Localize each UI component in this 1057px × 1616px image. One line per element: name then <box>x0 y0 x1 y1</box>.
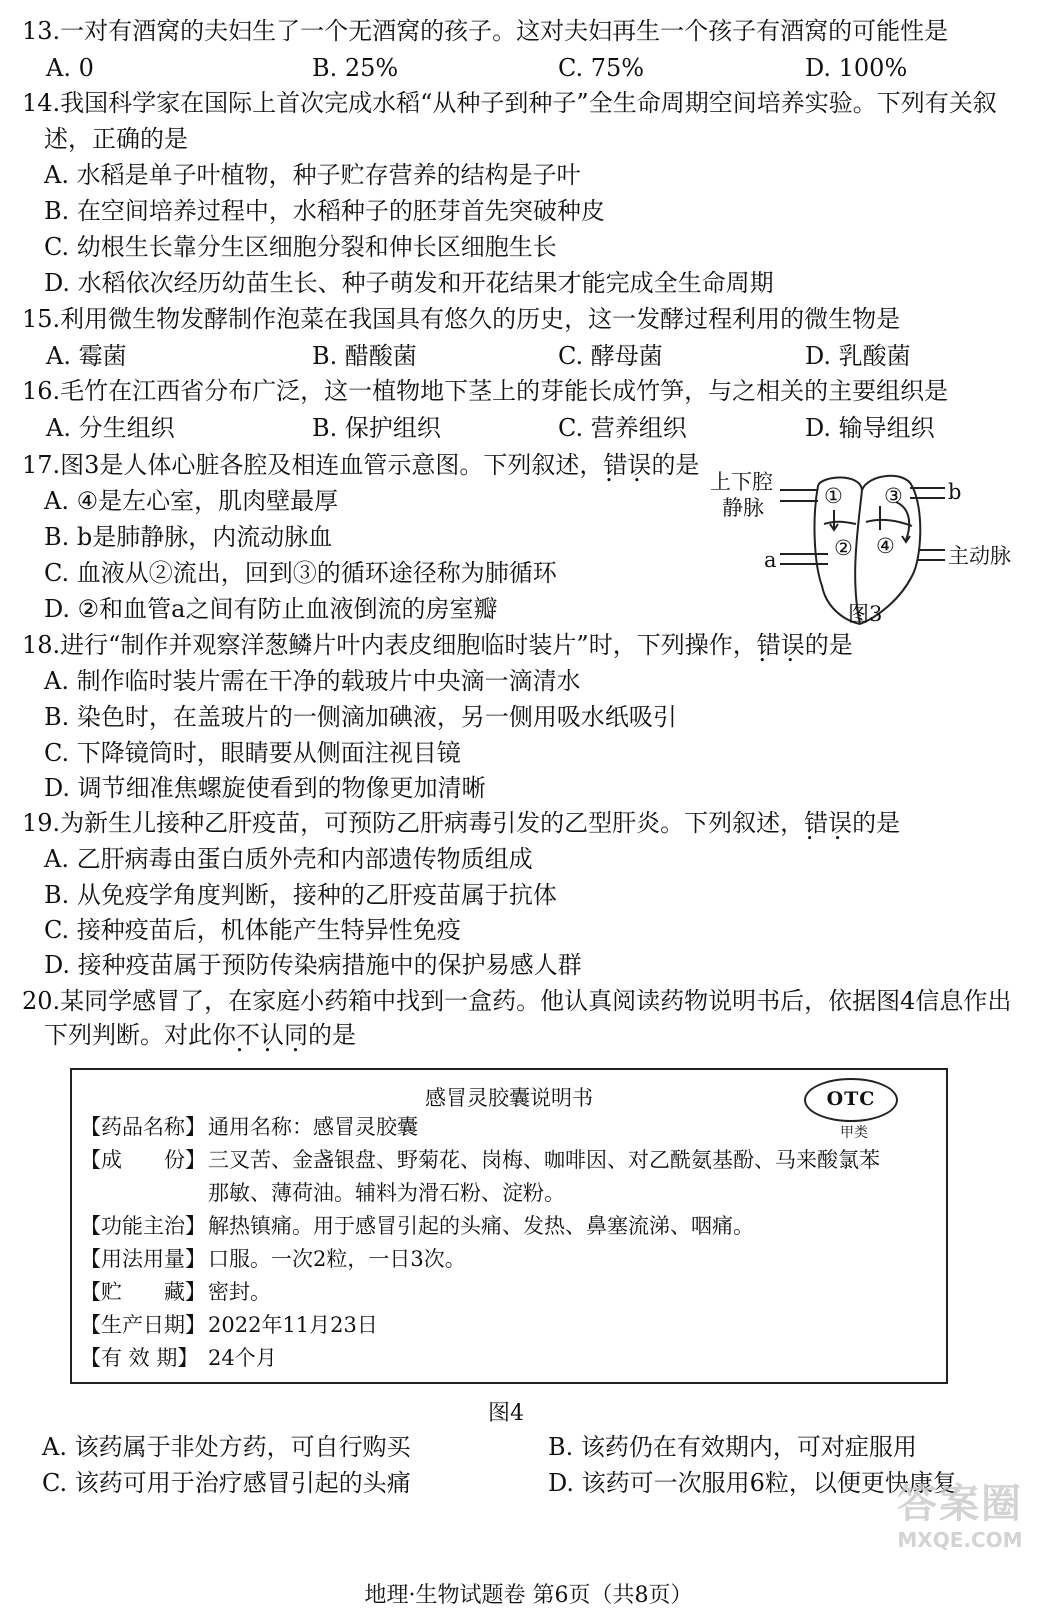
q20-option-d: D. 该药可一次服用6粒，以便更快康复 <box>548 1469 957 1497</box>
chamber-3: ③ <box>884 484 903 508</box>
q20-option-c: C. 该药可用于治疗感冒引起的头痛 <box>42 1469 411 1497</box>
q15-stem: 15.利用微生物发酵制作泡菜在我国具有悠久的历史，这一发酵过程利用的微生物是 <box>22 305 901 333</box>
q17-option-c: C. 血液从②流出，回到③的循环途径称为肺循环 <box>44 559 557 587</box>
q16-option-d: D. 输导组织 <box>805 414 935 442</box>
q19-stem-text: 19.为新生儿接种乙肝疫苗，可预防乙肝病毒引发的乙型肝炎。下列叙述， <box>22 809 805 837</box>
leaflet-row-ingredients <box>80 1145 880 1175</box>
q14-option-d: D. 水稻依次经历幼苗生长、种子萌发和开花结果才能完成全生命周期 <box>44 269 774 297</box>
q15-option-c: C. 酵母菌 <box>558 342 663 370</box>
q18-option-a: A. 制作临时装片需在干净的载玻片中央滴一滴清水 <box>44 667 581 695</box>
leaflet-value: 密封。 <box>208 1280 271 1304</box>
q17-stem-emphasis: 错误 • • <box>603 450 651 480</box>
q14-option-a: A. 水稻是单子叶植物，种子贮存营养的结构是子叶 <box>44 161 581 189</box>
page-footer: 地理·生物试题卷 第6页（共8页） <box>364 1583 693 1608</box>
leaflet-row-ingredients-cont <box>80 1178 565 1208</box>
q13-option-b: B. 25% <box>312 54 399 82</box>
otc-badge: OTC <box>804 1078 898 1122</box>
leaflet-value: 口服。一次2粒，一日3次。 <box>208 1247 466 1271</box>
leaflet-key: 【用法用量】 <box>80 1247 206 1271</box>
leaflet-value: 解热镇痛。用于感冒引起的头痛、发热、鼻塞流涕、咽痛。 <box>208 1214 754 1238</box>
watermark-line1: 答案圈 <box>897 1481 1023 1527</box>
leaflet-value: 通用名称：感冒灵胶囊 <box>208 1115 418 1139</box>
q18-option-c: C. 下降镜筒时，眼睛要从侧面注视目镜 <box>44 739 461 767</box>
label-vena-cava-line2: 静脉 <box>722 496 764 520</box>
q13-stem: 13.一对有酒窝的夫妇生了一个无酒窝的孩子。这对夫妇再生一个孩子有酒窝的可能性是 <box>22 17 949 45</box>
q17-option-b: B. b是肺静脉，内流动脉血 <box>44 523 333 551</box>
q16-option-b: B. 保护组织 <box>312 414 441 442</box>
leaflet-key: 【药品名称】 <box>80 1115 206 1139</box>
q19-stem-tail: 的是 <box>852 809 901 837</box>
leaflet-row-name <box>80 1112 418 1142</box>
leaflet-key: 【贮 藏】 <box>80 1280 206 1304</box>
leaflet-value: 2022年11月23日 <box>208 1313 378 1337</box>
label-vessel-a: a <box>764 548 777 572</box>
leaflet-key: 【生产日期】 <box>80 1313 206 1337</box>
q19-option-b: B. 从免疫学角度判断，接种的乙肝疫苗属于抗体 <box>44 881 557 909</box>
leaflet-row-dosage <box>80 1244 466 1274</box>
q18-stem-tail: 的是 <box>804 631 853 659</box>
leaflet-value: 三叉苦、金盏银盘、野菊花、岗梅、咖啡因、对乙酰氨基酚、马来酸氯苯 <box>208 1148 880 1172</box>
q19-stem <box>22 808 900 838</box>
leaflet-title: 感冒灵胶囊说明书 <box>425 1086 593 1110</box>
q18-stem-emphasis: 错误 • • <box>757 630 805 660</box>
q16-option-a: A. 分生组织 <box>46 414 175 442</box>
q18-option-d: D. 调节细准焦螺旋使看到的物像更加清晰 <box>44 774 486 802</box>
q13-option-d: D. 100% <box>805 54 908 82</box>
medicine-leaflet <box>70 1068 948 1384</box>
leaflet-row-indications <box>80 1211 754 1241</box>
q14-stem-line2: 述，正确的是 <box>44 125 188 153</box>
leaflet-key: 【成 份】 <box>80 1148 206 1172</box>
leaflet-row-production-date <box>80 1310 378 1340</box>
q16-stem: 16.毛竹在江西省分布广泛，这一植物地下茎上的芽能长成竹笋，与之相关的主要组织是 <box>22 377 949 405</box>
q17-option-d: D. ②和血管a之间有防止血液倒流的房室瓣 <box>44 595 498 623</box>
q17-stem <box>22 450 699 480</box>
q15-option-a: A. 霉菌 <box>46 342 127 370</box>
leaflet-row-validity <box>80 1343 277 1373</box>
q20-stem-text: 下列判断。对此你 <box>44 1021 236 1049</box>
label-vena-cava-line1: 上下腔 <box>710 470 773 494</box>
leaflet-key: 【功能主治】 <box>80 1214 206 1238</box>
q18-stem-text: 18.进行“制作并观察洋葱鳞片叶内表皮细胞临时装片”时，下列操作， <box>22 631 757 659</box>
q18-stem <box>22 630 853 660</box>
q19-stem-emphasis: 错误 • • <box>804 808 852 838</box>
q17-option-a: A. ④是左心室，肌肉壁最厚 <box>44 487 339 515</box>
leaflet-key: 【有 效 期】 <box>80 1346 199 1370</box>
otc-class: 甲类 <box>840 1125 868 1141</box>
heart-diagram <box>700 468 1040 638</box>
leaflet-value: 那敏、薄荷油。辅料为滑石粉、淀粉。 <box>208 1181 565 1205</box>
leaflet-row-storage <box>80 1277 271 1307</box>
q20-option-a: A. 该药属于非处方药，可自行购买 <box>42 1433 411 1461</box>
label-aorta: 主动脉 <box>948 544 1011 568</box>
q19-option-c: C. 接种疫苗后，机体能产生特异性免疫 <box>44 916 461 944</box>
label-vessel-b: b <box>948 480 962 504</box>
q17-stem-text: 17.图3是人体心脏各腔及相连血管示意图。下列叙述， <box>22 451 604 479</box>
watermark-line2: MXQE.COM <box>897 1528 1023 1552</box>
q20-stem-line2 <box>44 1020 356 1050</box>
q20-stem-tail: 的是 <box>308 1021 356 1049</box>
q20-option-b: B. 该药仍在有效期内，可对症服用 <box>548 1433 917 1461</box>
figure4-caption: 图4 <box>488 1401 524 1426</box>
q18-option-b: B. 染色时，在盖玻片的一侧滴加碘液，另一侧用吸水纸吸引 <box>44 703 677 731</box>
q17-stem-tail: 的是 <box>651 451 700 479</box>
chamber-2: ② <box>834 536 853 560</box>
chamber-1: ① <box>824 484 843 508</box>
q14-stem-line1: 14.我国科学家在国际上首次完成水稻“从种子到种子”全生命周期空间培养实验。下列有关叙 <box>22 89 997 117</box>
figure3-caption: 图3 <box>848 602 883 626</box>
q16-option-c: C. 营养组织 <box>558 414 687 442</box>
q20-stem-emphasis: 不认同 • • • <box>236 1020 308 1050</box>
q19-option-d: D. 接种疫苗属于预防传染病措施中的保护易感人群 <box>44 951 582 979</box>
q14-option-c: C. 幼根生长靠分生区细胞分裂和伸长区细胞生长 <box>44 233 557 261</box>
q20-stem-line1: 20.某同学感冒了，在家庭小药箱中找到一盒药。他认真阅读药物说明书后，依据图4信息作出 <box>22 987 1012 1015</box>
q13-option-a: A. 0 <box>46 54 94 82</box>
leaflet-value: 24个月 <box>208 1346 277 1370</box>
q14-option-b: B. 在空间培养过程中，水稻种子的胚芽首先突破种皮 <box>44 197 605 225</box>
q13-option-c: C. 75% <box>558 54 645 82</box>
chamber-4: ④ <box>876 534 895 558</box>
q19-option-a: A. 乙肝病毒由蛋白质外壳和内部遗传物质组成 <box>44 845 533 873</box>
q15-option-b: B. 醋酸菌 <box>312 342 417 370</box>
q15-option-d: D. 乳酸菌 <box>805 342 911 370</box>
